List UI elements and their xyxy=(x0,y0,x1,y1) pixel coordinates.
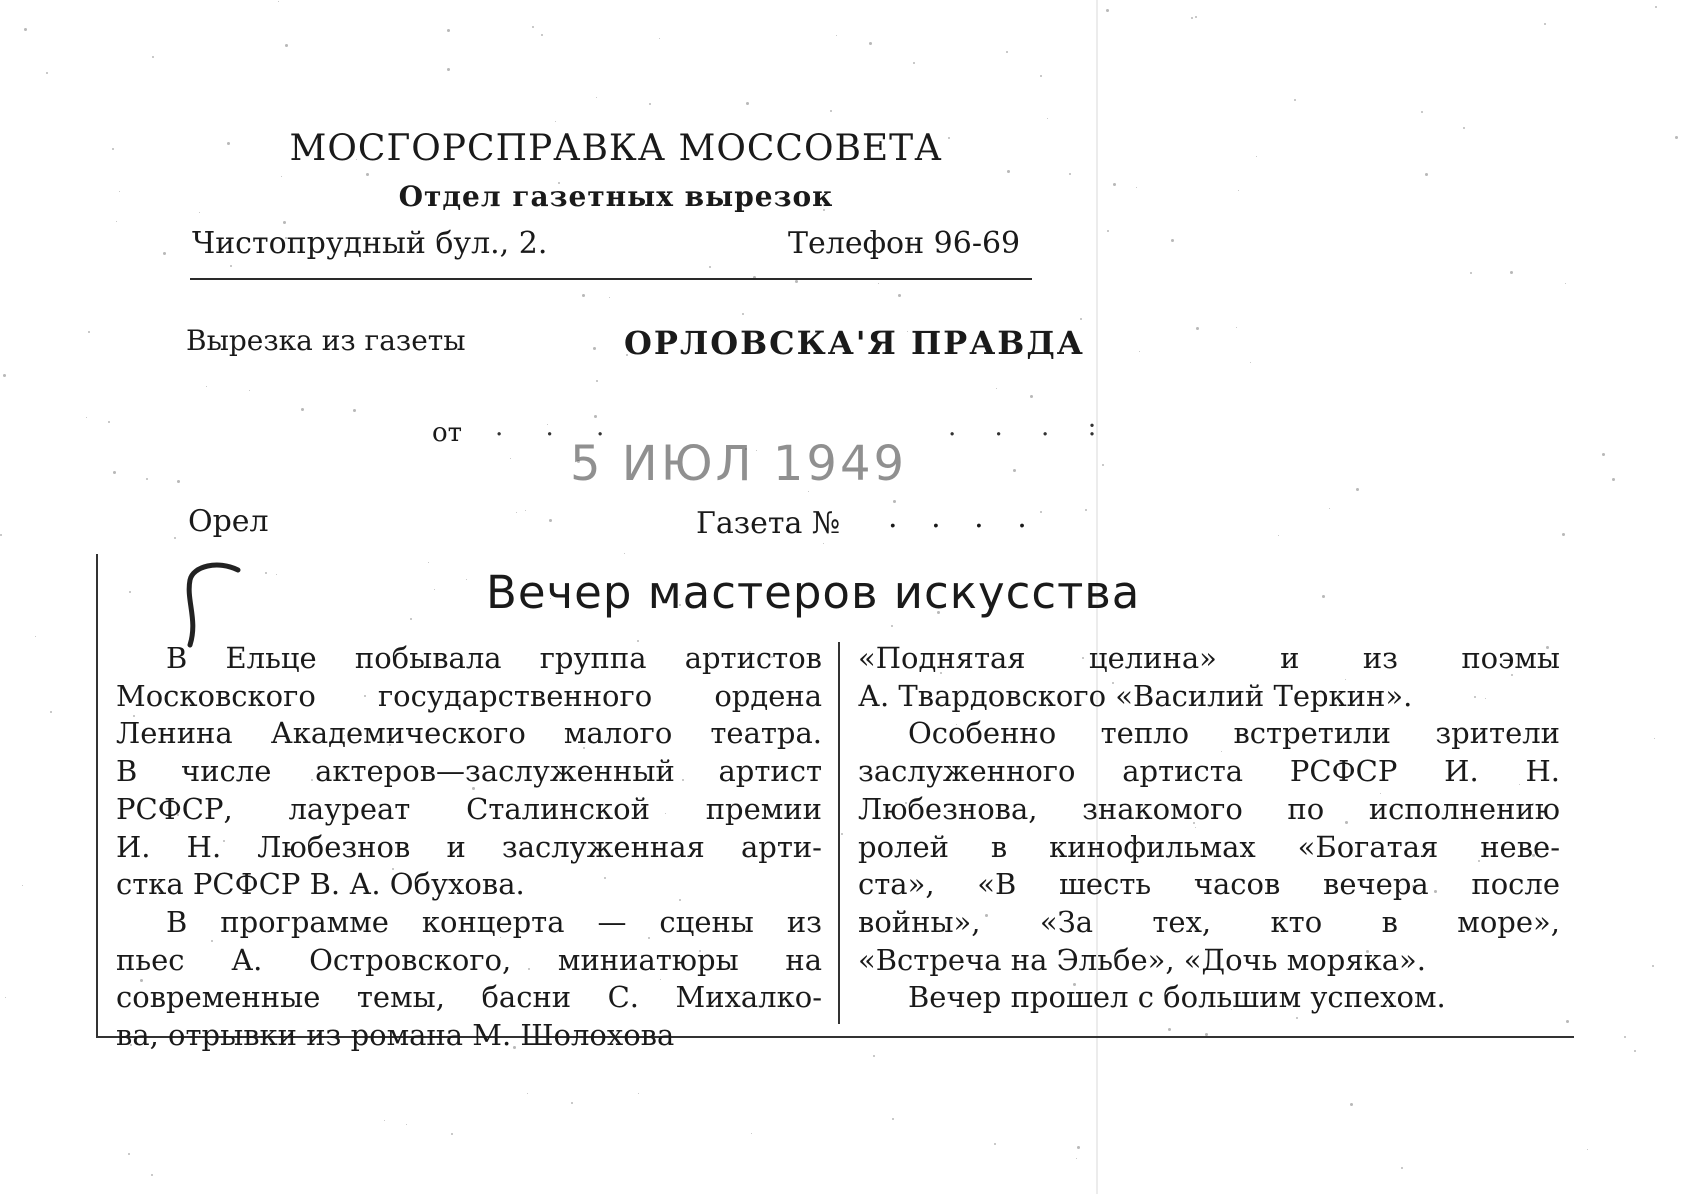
paper-speck xyxy=(3,374,6,377)
article-line xyxy=(116,640,822,678)
paper-speck xyxy=(1085,509,1087,511)
paper-speck xyxy=(878,283,879,284)
paper-speck xyxy=(366,173,369,176)
paper-speck xyxy=(1191,17,1193,19)
paper-speck xyxy=(873,1055,875,1057)
paper-speck xyxy=(1329,508,1330,509)
paper-speck xyxy=(283,221,286,224)
paper-speck xyxy=(1350,1103,1353,1106)
article-line: пьес А. Островского, миниатюры на xyxy=(116,942,822,977)
paper-speck xyxy=(1080,318,1082,320)
paper-speck xyxy=(285,44,288,47)
issue-number-dots: . . . . xyxy=(888,500,1039,535)
article-line: ролей в кинофильмах «Богатая неве- xyxy=(858,829,1560,864)
article-column-right xyxy=(858,640,1560,1017)
paper-speck xyxy=(353,409,356,412)
department-subtitle: Отдел газетных вырезок xyxy=(398,180,834,213)
paper-speck xyxy=(1624,1036,1626,1038)
paper-speck xyxy=(5,997,6,998)
paper-speck xyxy=(795,280,798,283)
paper-speck xyxy=(1102,464,1104,466)
paper-speck xyxy=(1652,965,1654,967)
paper-speck xyxy=(1077,1146,1080,1149)
paper-speck xyxy=(892,1118,894,1120)
paper-speck xyxy=(163,252,166,255)
article-line-text: В Ельце побывала группа артистов xyxy=(166,641,822,675)
article-line xyxy=(858,715,1560,753)
paper-speck xyxy=(638,1093,639,1094)
newspaper-name: ОРЛОВСКА'Я ПРАВДА xyxy=(624,324,1085,362)
article-line: Любезнова, знакомого по исполнению xyxy=(858,791,1560,826)
paper-speck xyxy=(1654,738,1655,739)
city-name: Орел xyxy=(188,504,269,539)
paper-speck xyxy=(869,42,872,45)
paper-speck xyxy=(177,480,180,483)
paper-speck xyxy=(555,121,556,122)
paper-speck xyxy=(527,1093,528,1094)
date-leader-dots-end: . . . : xyxy=(948,412,1112,442)
organization-title: МОСГОРСПРАВКА МОССОВЕТА xyxy=(289,128,943,169)
paper-speck xyxy=(128,1153,130,1155)
paper-speck xyxy=(50,711,52,713)
paper-speck xyxy=(1040,511,1042,513)
paper-speck xyxy=(1238,190,1239,191)
paper-speck xyxy=(24,28,27,31)
paper-speck xyxy=(451,1133,453,1135)
paper-speck xyxy=(1013,469,1016,472)
paper-speck xyxy=(113,471,116,474)
paper-speck xyxy=(1510,271,1513,274)
paper-speck xyxy=(1256,156,1257,157)
paper-speck xyxy=(751,1133,752,1134)
column-divider xyxy=(838,642,840,1024)
paper-speck xyxy=(1139,351,1140,352)
paper-speck xyxy=(1047,118,1048,119)
article-line: «Поднятая целина» и из поэмы xyxy=(858,641,1560,675)
clipping-label: Вырезка из газеты xyxy=(186,324,466,357)
paper-speck xyxy=(151,1174,153,1176)
phone-number: Телефон 96-69 xyxy=(788,226,1021,261)
article-line: войны», «За тех, кто в море», xyxy=(858,904,1560,939)
paper-speck xyxy=(1421,111,1423,113)
paper-speck xyxy=(35,636,36,637)
paper-speck xyxy=(823,543,824,544)
paper-speck xyxy=(1602,453,1605,456)
article-line: стка РСФСР В. А. Обухова. xyxy=(116,867,525,902)
paper-speck xyxy=(830,110,832,112)
paper-speck xyxy=(1250,362,1251,363)
paper-speck xyxy=(709,266,711,268)
paper-speck xyxy=(742,313,744,315)
paper-speck xyxy=(1562,533,1565,536)
paper-speck xyxy=(1007,170,1010,173)
paper-speck xyxy=(913,62,915,64)
paper-speck xyxy=(1634,1050,1636,1052)
paper-speck xyxy=(230,265,232,267)
paper-speck xyxy=(384,1120,385,1121)
date-leader-dots: . . . xyxy=(495,412,622,442)
paper-speck xyxy=(1107,230,1109,232)
issue-number-label: Газета № xyxy=(696,506,841,541)
paper-speck xyxy=(206,386,207,387)
paper-speck xyxy=(596,97,597,98)
paper-speck xyxy=(1470,272,1472,274)
article-line: И. Н. Любезнов и заслуженная арти- xyxy=(116,829,822,864)
paper-speck xyxy=(1076,1158,1077,1159)
paper-speck xyxy=(898,294,901,297)
paper-speck xyxy=(659,38,660,39)
paper-speck xyxy=(1612,478,1615,481)
paper-speck xyxy=(1544,23,1546,25)
address: Чистопрудный бул., 2. xyxy=(192,226,548,261)
article-title: Вечер мастеров искусства xyxy=(486,566,1141,619)
paper-speck xyxy=(609,297,610,298)
paper-speck xyxy=(1069,173,1071,175)
paper-speck xyxy=(1278,535,1279,536)
article-line: «Встреча на Эльбе», «Дочь моряка». xyxy=(858,942,1426,977)
article-line: РСФСР, лауреат Сталинской премии xyxy=(116,791,822,826)
paper-speck xyxy=(1106,9,1109,12)
paper-speck xyxy=(525,510,526,511)
paper-speck xyxy=(1463,127,1465,129)
paper-speck xyxy=(0,534,2,536)
paper-speck xyxy=(108,421,110,423)
paper-speck xyxy=(1196,327,1199,330)
paper-speck xyxy=(1565,283,1566,284)
article-line xyxy=(116,904,822,942)
paper-speck xyxy=(174,537,176,539)
paper-speck xyxy=(541,34,543,36)
paper-speck xyxy=(1587,1149,1588,1150)
article-column-left xyxy=(116,640,822,1055)
article-line: В числе актеров—заслуженный артист xyxy=(116,754,822,789)
paper-speck xyxy=(582,294,585,297)
paper-speck xyxy=(301,408,304,411)
paper-speck xyxy=(1655,6,1657,8)
paper-speck xyxy=(116,221,117,222)
paper-speck xyxy=(1401,1167,1403,1169)
article-line: А. Твардовского «Василий Теркин». xyxy=(858,678,1413,713)
paper-speck xyxy=(1675,136,1678,139)
paper-speck xyxy=(836,35,837,36)
paper-speck xyxy=(994,1143,996,1145)
date-from-label: от xyxy=(432,418,463,448)
article-line xyxy=(858,979,1560,1017)
paper-speck xyxy=(746,102,749,105)
handwritten-mark-icon xyxy=(168,560,248,650)
paper-speck xyxy=(249,390,250,391)
article-line: ва, отрывки из романа М. Шолохова xyxy=(116,1018,675,1053)
paper-speck xyxy=(22,885,23,886)
paper-speck xyxy=(596,380,598,382)
paper-speck xyxy=(281,176,282,177)
paper-speck xyxy=(1006,51,1008,53)
paper-speck xyxy=(532,26,534,28)
paper-speck xyxy=(1195,16,1197,18)
paper-speck xyxy=(406,1124,407,1125)
paper-speck xyxy=(1294,99,1296,101)
article-line: Московского государственного ордена xyxy=(116,678,822,713)
paper-speck xyxy=(1425,173,1428,176)
paper-speck xyxy=(1356,488,1359,491)
paper-speck xyxy=(549,519,552,522)
paper-speck xyxy=(1236,327,1237,328)
article-line: современные темы, басни С. Михалко- xyxy=(116,980,822,1015)
article-line-text: Особенно тепло встретили зрители xyxy=(908,716,1560,751)
header-rule xyxy=(190,278,1032,280)
paper-speck xyxy=(516,512,517,513)
paper-speck xyxy=(649,103,651,105)
paper-speck xyxy=(88,331,90,333)
article-line: ста», «В шесть часов вечера после xyxy=(858,867,1560,902)
paper-speck xyxy=(46,72,48,74)
paper-speck xyxy=(571,1102,573,1104)
article-line: Ленина Академического малого театра. xyxy=(116,716,822,751)
paper-speck xyxy=(86,417,87,418)
paper-speck xyxy=(146,478,148,480)
paper-speck xyxy=(1171,239,1174,242)
paper-speck xyxy=(996,388,997,389)
paper-speck xyxy=(278,1,279,2)
paper-speck xyxy=(510,458,511,459)
paper-speck xyxy=(447,68,450,71)
article-line-text: Вечер прошел с большим успехом. xyxy=(908,980,1446,1015)
article-line: заслуженного артиста РСФСР И. Н. xyxy=(858,754,1560,789)
paper-speck xyxy=(1040,75,1042,77)
paper-speck xyxy=(1030,395,1033,398)
date-stamp: 5 ИЮЛ 1949 xyxy=(570,436,908,492)
paper-speck xyxy=(593,347,596,350)
paper-speck xyxy=(152,56,154,58)
paper-speck xyxy=(447,29,450,32)
article-line-text: В программе концерта — сцены из xyxy=(166,904,822,939)
